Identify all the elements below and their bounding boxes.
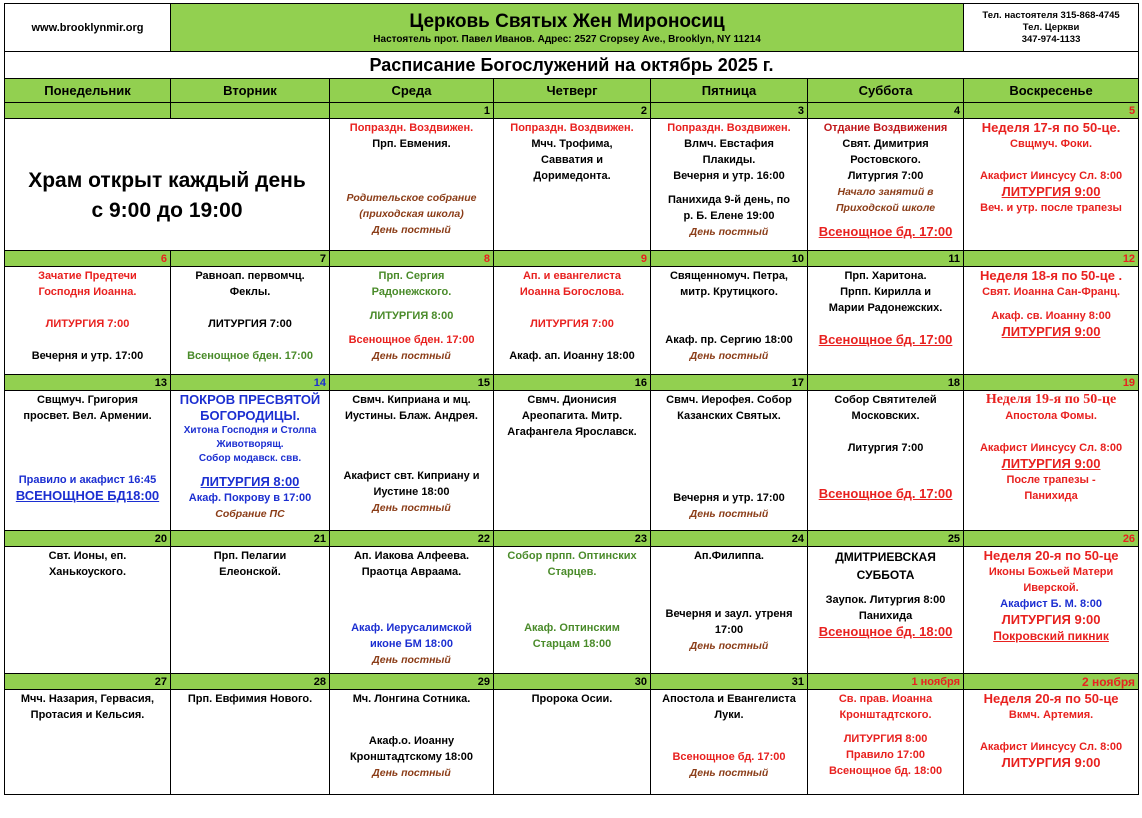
sunday-title: Неделя 20-я по 50-це xyxy=(983,691,1119,706)
date-number: 27 xyxy=(5,674,171,690)
day-cell-27 xyxy=(5,690,171,795)
day-cell-23 xyxy=(494,547,651,674)
date-number: 7 xyxy=(171,251,330,267)
fast-day: День постный xyxy=(689,508,769,520)
day-cell-19 xyxy=(964,391,1139,531)
saint: Священномуч. Петра, xyxy=(669,270,788,282)
vigil: Всенощное бд. 17:00 xyxy=(818,486,953,501)
saint: Свят. Иоанна Сан-Франц. xyxy=(982,286,1121,298)
date-number: 16 xyxy=(494,375,651,391)
feast: Зачатие Предтечи xyxy=(38,270,137,282)
saint: Ап. и евангелиста xyxy=(522,270,622,282)
liturgy: ЛИТУРГИЯ 7:00 xyxy=(208,318,292,330)
saint: Иверской. xyxy=(1023,582,1079,594)
date-number: 5 xyxy=(964,103,1139,119)
saint: Свмч. Дионисия xyxy=(527,394,617,406)
day-cell-10 xyxy=(651,267,808,375)
date-number: 15 xyxy=(330,375,494,391)
saint: Собор Святителей xyxy=(834,394,937,406)
date-number: 31 xyxy=(651,674,808,690)
saint: Св. прав. Иоанна xyxy=(838,693,933,705)
day-cell-2 xyxy=(494,119,651,251)
note: Приходской школе xyxy=(835,202,936,214)
sunday-title: Неделя 20-я по 50-це xyxy=(983,548,1119,563)
saint: Мчч. Трофима, xyxy=(531,138,613,150)
saint: Свмч. Киприана и мц. xyxy=(352,394,471,406)
vigil: Всенощное бд. 18:00 xyxy=(818,624,953,639)
vigil: Всенощное бден. 17:00 xyxy=(348,334,475,346)
akathist: Акафист Иинсусу Сл. 8:00 xyxy=(979,442,1123,454)
date-number: 25 xyxy=(808,531,964,547)
saint: Свмч. Иерофея. Собор xyxy=(666,394,792,406)
saint: Иоанна Богослова. xyxy=(519,286,625,298)
schedule-title: Расписание Богослужений на октябрь 2025 г. xyxy=(5,52,1139,79)
date-number: 12 xyxy=(964,251,1139,267)
vigil: Всенощное бд. 17:00 xyxy=(672,751,786,763)
date-number: 17 xyxy=(651,375,808,391)
day-cell-9 xyxy=(494,267,651,375)
service: Панихида 9-й день, по xyxy=(667,194,791,206)
liturgy: ЛИТУРГИЯ 8:00 xyxy=(200,474,300,489)
date-number: 29 xyxy=(330,674,494,690)
saint: Савватия и xyxy=(540,154,604,166)
feast: БОГОРОДИЦЫ. xyxy=(200,408,300,423)
date-number: 2 ноября xyxy=(964,674,1139,690)
date-number: 10 xyxy=(651,251,808,267)
vigil: Всенощное бд. 17:00 xyxy=(818,224,953,239)
church-phone: 347-974-1133 xyxy=(1021,33,1081,45)
week-row xyxy=(5,119,1139,251)
liturgy: ЛИТУРГИЯ 9:00 xyxy=(1001,324,1101,339)
church-name: Церковь Святых Жен Мироносиц xyxy=(409,11,725,32)
akathist: Акафист свт. Киприану и xyxy=(343,470,480,482)
day-cell-28 xyxy=(171,690,330,795)
day-cell-18 xyxy=(808,391,964,531)
site-url[interactable]: www.brooklynmir.org xyxy=(5,4,171,52)
service: Панихида xyxy=(858,610,913,622)
saint: Свят. Димитрия xyxy=(842,138,929,150)
liturgy: ЛИТУРГИЯ 9:00 xyxy=(1001,184,1101,199)
week-row xyxy=(5,690,1139,795)
date-number: 13 xyxy=(5,375,171,391)
sunday-title: Неделя 18-я по 50-це . xyxy=(979,268,1123,283)
date-number xyxy=(171,103,330,119)
akathist: Акаф.о. Иоанну xyxy=(368,735,455,747)
saint: Кронштадтского. xyxy=(839,709,932,721)
day-cell-5 xyxy=(964,119,1139,251)
akathist: Правило и акафист 16:45 xyxy=(18,474,157,486)
day-cell-4 xyxy=(808,119,964,251)
saint: Вкмч. Артемия. xyxy=(1008,709,1094,721)
saint: Равноап. первомчц. xyxy=(195,270,305,282)
saint: Животворящ. xyxy=(216,439,284,450)
open-notice xyxy=(5,119,330,251)
feast: Господня Иоанна. xyxy=(38,286,137,298)
akathist: Кронштадтскому 18:00 xyxy=(349,751,474,763)
saint: Прп. Евмения. xyxy=(372,138,451,150)
date-number: 23 xyxy=(494,531,651,547)
akathist: иконе БМ 18:00 xyxy=(370,638,453,650)
phones xyxy=(964,4,1139,52)
saint: Прп. Пелагии xyxy=(213,550,287,562)
week-row xyxy=(5,547,1139,674)
week-row xyxy=(5,267,1139,375)
day-cell-17 xyxy=(651,391,808,531)
date-number: 19 xyxy=(964,375,1139,391)
saint: Влмч. Евстафия xyxy=(684,138,774,150)
day-cell-25 xyxy=(808,547,964,674)
service: 17:00 xyxy=(714,624,744,636)
saint: митр. Крутицкого. xyxy=(680,286,778,298)
sunday-title: Неделя 17-я по 50-це. xyxy=(981,120,1121,135)
weekday-thu: Четверг xyxy=(494,79,651,103)
day-cell-8 xyxy=(330,267,494,375)
date-row xyxy=(5,375,1139,391)
saint: Прпп. Кирилла и xyxy=(840,286,931,298)
date-number: 18 xyxy=(808,375,964,391)
date-number: 9 xyxy=(494,251,651,267)
service: Панихида xyxy=(1024,490,1078,502)
rector-address: Настоятель прот. Павел Иванов. Адрес: 2527 Cropsey Ave., Brooklyn, NY 11214 xyxy=(373,34,761,45)
weekday-wed: Среда xyxy=(330,79,494,103)
saint: Собор модавск. свв. xyxy=(198,453,302,464)
day-cell-nov-1 xyxy=(808,690,964,795)
date-number: 26 xyxy=(964,531,1139,547)
saint: Апостола и Евангелиста xyxy=(662,693,796,705)
saint: Апостола Фомы. xyxy=(1005,410,1097,422)
fast-day: День постный xyxy=(689,640,769,652)
liturgy: ЛИТУРГИЯ 9:00 xyxy=(1001,755,1101,770)
service: Литургия 7:00 xyxy=(847,442,924,454)
weekday-mon: Понедельник xyxy=(5,79,171,103)
day-cell-22 xyxy=(330,547,494,674)
day-cell-30 xyxy=(494,690,651,795)
day-cell-29 xyxy=(330,690,494,795)
akathist: Акаф. Иерусалимской xyxy=(351,622,472,634)
vigil: Всенощное бд. 18:00 xyxy=(828,765,943,777)
service: Вечерня и утр. 17:00 xyxy=(673,492,785,504)
date-number: 2 xyxy=(494,103,651,119)
akathist: Акаф. Оптинским xyxy=(524,622,620,634)
saint: Праотца Авраама. xyxy=(361,566,462,578)
saint: Московских. xyxy=(851,410,920,422)
saint: просвет. Вел. Армении. xyxy=(23,410,152,422)
akathist: Акафист Б. М. 8:00 xyxy=(1000,598,1102,610)
service: Вечерня и заул. утреня xyxy=(665,608,793,620)
akathist: Акаф. св. Иоанну 8:00 xyxy=(991,310,1111,322)
saint: Иустины. Блаж. Андрея. xyxy=(345,410,478,422)
service: Вечерня и утр. 17:00 xyxy=(31,350,144,362)
weekday-sat: Суббота xyxy=(808,79,964,103)
date-row xyxy=(5,103,1139,119)
saint: Феклы. xyxy=(229,286,271,298)
date-number: 22 xyxy=(330,531,494,547)
date-number: 4 xyxy=(808,103,964,119)
date-row xyxy=(5,251,1139,267)
liturgy: ЛИТУРГИЯ 7:00 xyxy=(45,318,130,330)
saint: Иконы Божьей Матери xyxy=(988,566,1114,578)
fast-day: День постный xyxy=(372,502,451,514)
vigil: Всенощное бден. 17:00 xyxy=(187,350,313,362)
day-cell-6 xyxy=(5,267,171,375)
saint: Ростовского. xyxy=(850,154,921,166)
akathist: Акаф. ап. Иоанну 18:00 xyxy=(509,350,635,362)
fast-day: День постный xyxy=(372,767,451,779)
open-notice-line2: с 9:00 до 19:00 xyxy=(91,198,243,222)
saint: Агафангела Ярославск. xyxy=(507,426,637,438)
saint: Луки. xyxy=(714,709,744,721)
day-cell-31 xyxy=(651,690,808,795)
fast-day: День постный xyxy=(689,767,769,779)
note: (приходская школа) xyxy=(359,208,464,220)
date-number: 30 xyxy=(494,674,651,690)
church-header xyxy=(171,4,964,52)
saint: Протасия и Кельсия. xyxy=(30,709,145,721)
feast: СУББОТА xyxy=(856,568,915,582)
date-row xyxy=(5,674,1139,690)
fast-day: День постный xyxy=(372,224,451,236)
weekday-row xyxy=(5,79,1139,103)
fast-day: День постный xyxy=(689,226,769,238)
saint: Мчч. Назария, Гервасия, xyxy=(20,693,155,705)
date-row xyxy=(5,531,1139,547)
day-cell-1 xyxy=(330,119,494,251)
date-number: 11 xyxy=(808,251,964,267)
saint: Свщмуч. Фоки. xyxy=(1010,138,1093,150)
feast: Отдание Воздвижения xyxy=(823,122,948,134)
picnic: Покровский пикник xyxy=(993,629,1109,643)
note: Начало занятий в xyxy=(837,186,934,198)
service: Заупок. Литургия 8:00 xyxy=(825,594,946,606)
date-number: 8 xyxy=(330,251,494,267)
service: Вечерня и утр. 16:00 xyxy=(673,170,785,182)
saint: Ареопагита. Митр. xyxy=(521,410,623,422)
date-number: 21 xyxy=(171,531,330,547)
day-cell-13 xyxy=(5,391,171,531)
day-cell-14 xyxy=(171,391,330,531)
schedule-page xyxy=(4,3,1138,813)
saint: Ап.Филиппа. xyxy=(693,550,764,562)
akathist: Иустине 18:00 xyxy=(373,486,450,498)
fast-day: День постный xyxy=(689,350,769,362)
saint: Казанских Святых. xyxy=(677,410,781,422)
date-number: 6 xyxy=(5,251,171,267)
date-number xyxy=(5,103,171,119)
saint: Прп. Сергия xyxy=(378,270,445,282)
schedule-table xyxy=(4,3,1139,795)
liturgy: ЛИТУРГИЯ 7:00 xyxy=(530,318,614,330)
weekday-tue: Вторник xyxy=(171,79,330,103)
akathist: Акаф. пр. Сергию 18:00 xyxy=(665,334,793,346)
liturgy: ЛИТУРГИЯ 9:00 xyxy=(1001,612,1101,627)
feast: ПОКРОВ ПРЕСВЯТОЙ xyxy=(179,392,321,407)
saint: Хитона Господня и Столпа xyxy=(183,425,317,436)
service: Веч. и утр. после трапезы xyxy=(980,202,1122,214)
saint: Елеонской. xyxy=(219,566,281,578)
liturgy: ЛИТУРГИЯ 9:00 xyxy=(1001,456,1101,471)
saint: Плакиды. xyxy=(702,154,756,166)
liturgy: ЛИТУРГИЯ 8:00 xyxy=(369,310,454,322)
note: Собрание ПС xyxy=(215,508,285,520)
service: Правило 17:00 xyxy=(846,749,926,761)
vigil: ВСЕНОЩНОЕ БД18:00 xyxy=(15,488,160,503)
saint: Старцев. xyxy=(547,566,597,578)
day-cell-26 xyxy=(964,547,1139,674)
day-cell-20 xyxy=(5,547,171,674)
date-number: 20 xyxy=(5,531,171,547)
feast: Попраздн. Воздвижен. xyxy=(349,122,474,134)
sunday-title: Неделя 19-я по 50-це xyxy=(985,392,1117,407)
saint: Собор прпп. Оптинских xyxy=(507,550,637,562)
date-number: 1 ноября xyxy=(808,674,964,690)
saint: Пророка Осии. xyxy=(531,693,613,705)
saint: Марии Радонежских. xyxy=(828,302,943,314)
fast-day: День постный xyxy=(372,350,451,362)
feast: ДМИТРИЕВСКАЯ xyxy=(835,550,936,564)
note: Родительское собрание xyxy=(346,192,477,204)
service: р. Б. Елене 19:00 xyxy=(683,210,775,222)
day-cell-24 xyxy=(651,547,808,674)
date-number: 3 xyxy=(651,103,808,119)
liturgy: ЛИТУРГИЯ 8:00 xyxy=(843,733,928,745)
feast: Попраздн. Воздвижен. xyxy=(667,122,791,134)
rector-phone: Тел. настоятеля 315-868-4745 xyxy=(982,9,1120,21)
akathist: Старцам 18:00 xyxy=(532,638,612,650)
saint: Прп. Евфимия Нового. xyxy=(187,693,313,705)
akathist: Акафист Иинсусу Сл. 8:00 xyxy=(979,170,1123,182)
week-row xyxy=(5,391,1139,531)
date-number: 1 xyxy=(330,103,494,119)
day-cell-7 xyxy=(171,267,330,375)
saint: Свт. Ионы, еп. xyxy=(48,550,127,562)
day-cell-16 xyxy=(494,391,651,531)
day-cell-nov-2 xyxy=(964,690,1139,795)
saint: Ап. Иакова Алфеева. xyxy=(353,550,470,562)
service: После трапезы - xyxy=(1006,474,1096,486)
church-phone-label: Тел. Церкви xyxy=(1022,21,1080,33)
fast-day: День постный xyxy=(372,654,451,666)
saint: Радонежского. xyxy=(371,286,452,298)
feast: Попраздн. Воздвижен. xyxy=(510,122,634,134)
day-cell-15 xyxy=(330,391,494,531)
day-cell-3 xyxy=(651,119,808,251)
saint: Мч. Лонгина Сотника. xyxy=(352,693,471,705)
date-number: 14 xyxy=(171,375,330,391)
date-number: 28 xyxy=(171,674,330,690)
day-cell-21 xyxy=(171,547,330,674)
saint: Доримедонта. xyxy=(533,170,611,182)
saint: Ханькоуского. xyxy=(48,566,127,578)
date-number: 24 xyxy=(651,531,808,547)
akathist: Акаф. Покрову в 17:00 xyxy=(188,492,312,504)
service: Литургия 7:00 xyxy=(847,170,924,182)
weekday-sun: Воскресенье xyxy=(964,79,1139,103)
saint: Прп. Харитона. xyxy=(844,270,927,282)
vigil: Всенощное бд. 17:00 xyxy=(818,332,953,347)
weekday-fri: Пятница xyxy=(651,79,808,103)
day-cell-12 xyxy=(964,267,1139,375)
day-cell-11 xyxy=(808,267,964,375)
akathist: Акафист Иинсусу Сл. 8:00 xyxy=(979,741,1123,753)
saint: Свщмуч. Григория xyxy=(37,394,138,406)
open-notice-line1: Храм открыт каждый день xyxy=(28,168,306,192)
